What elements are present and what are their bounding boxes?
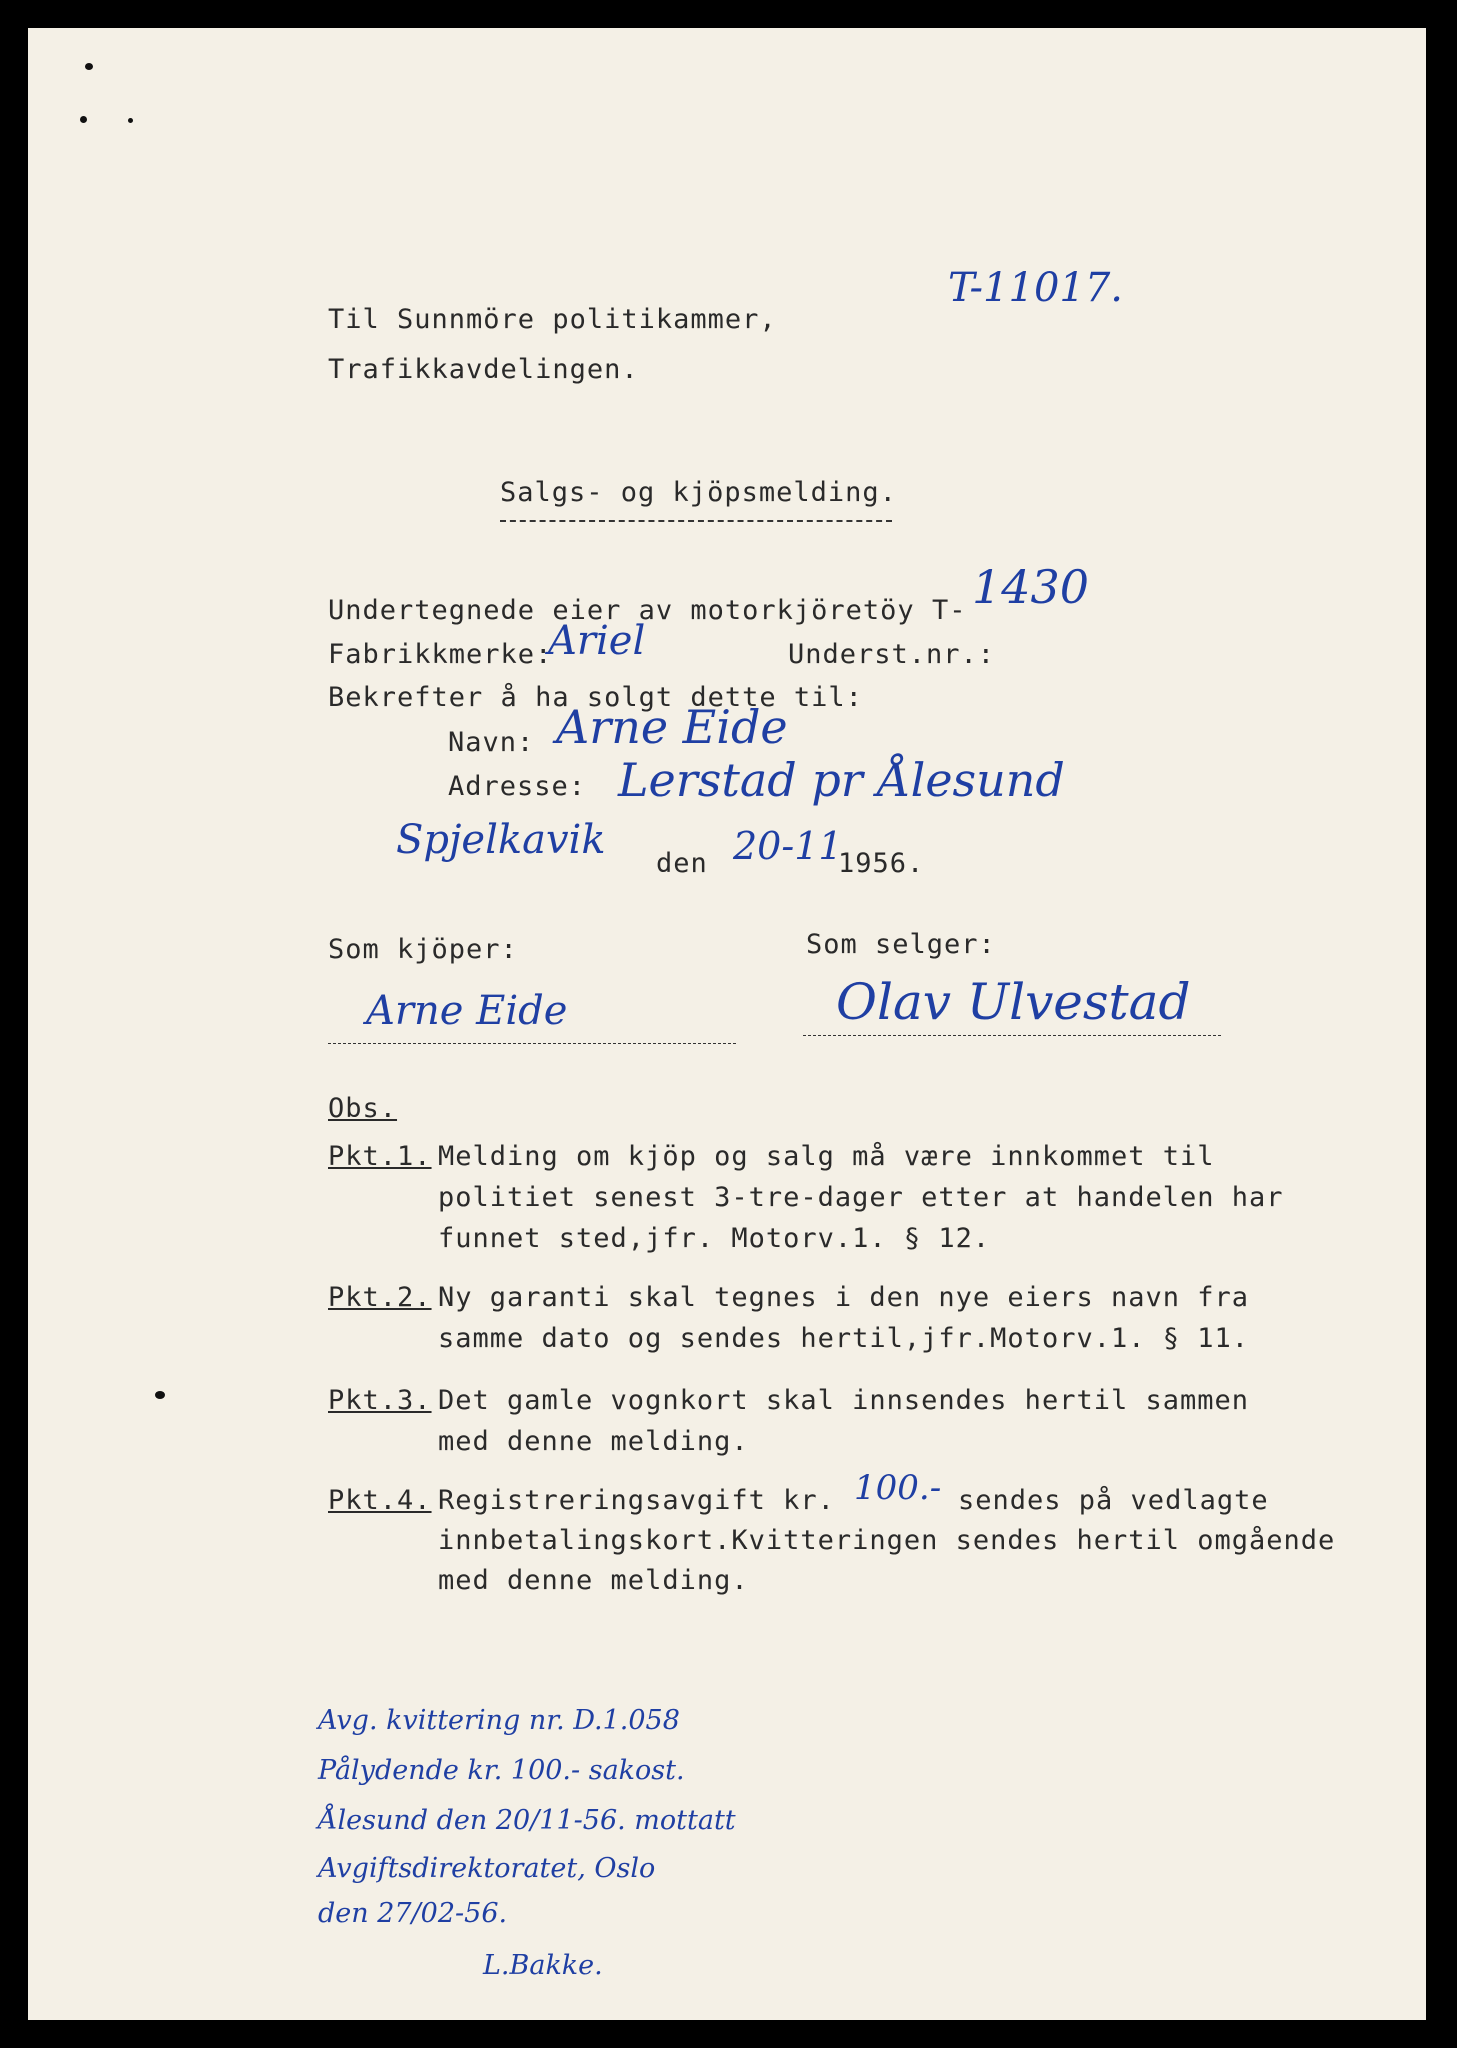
point-4-label: Pkt.4.: [328, 1485, 432, 1516]
document-page: [28, 28, 1426, 2020]
point-1-line-2: politiet senest 3-tre-dager etter at handelen har: [438, 1182, 1284, 1213]
reference-number: T-11017.: [948, 265, 1123, 311]
address-value: Lerstad pr Ålesund: [618, 753, 1065, 807]
name-value: Arne Eide: [556, 700, 788, 754]
handwritten-note-1: Avg. kvittering nr. D.1.058: [318, 1705, 680, 1736]
point-1-line-1: Melding om kjöp og salg må være innkommet til: [438, 1141, 1215, 1172]
point-3-line-2: med denne melding.: [438, 1426, 749, 1457]
seller-signature-line: [803, 1035, 1221, 1036]
point-4-line-1-after: sendes på vedlagte: [958, 1485, 1269, 1516]
point-1-line-3: funnet sted,jfr. Motorv.1. § 12.: [438, 1223, 991, 1254]
date-label: den: [656, 848, 708, 879]
handwritten-note-4: Avgiftsdirektoratet, Oslo: [318, 1853, 656, 1884]
handwritten-note-5: den 27/02-56.: [318, 1898, 508, 1929]
seller-label: Som selger:: [806, 929, 996, 960]
brand-value: Ariel: [548, 618, 646, 664]
staple-mark: [128, 118, 133, 123]
vehicle-number: 1430: [972, 560, 1090, 614]
point-4-line-1-before: Registreringsavgift kr.: [438, 1485, 835, 1516]
staple-mark: [155, 1391, 165, 1399]
point-2-line-2: samme dato og sendes hertil,jfr.Motorv.1. § 11.: [438, 1323, 1250, 1354]
title-underline: [500, 520, 892, 522]
point-2-label: Pkt.2.: [328, 1282, 432, 1313]
buyer-label: Som kjöper:: [328, 934, 518, 965]
buyer-signature-line: [328, 1043, 736, 1044]
point-3-label: Pkt.3.: [328, 1385, 432, 1416]
point-4-fee: 100.-: [854, 1468, 942, 1508]
point-1-label: Pkt.1.: [328, 1141, 432, 1172]
point-2-line-1: Ny garanti skal tegnes i den nye eiers navn fra: [438, 1282, 1250, 1313]
owner-line: Undertegnede eier av motorkjöretöy T-: [328, 595, 967, 626]
staple-mark: [80, 116, 87, 123]
sold-to-line: Bekrefter å ha solgt dette til:: [328, 682, 863, 713]
date-value: 20-11: [733, 824, 843, 868]
addressee-line-2: Trafikkavdelingen.: [328, 354, 639, 385]
buyer-signature: Arne Eide: [366, 988, 568, 1034]
point-3-line-1: Det gamle vognkort skal innsendes hertil sammen: [438, 1385, 1250, 1416]
seller-signature: Olav Ulvestad: [836, 973, 1191, 1031]
staple-mark: [85, 63, 93, 70]
handwritten-note-signature: L.Bakke.: [483, 1950, 603, 1981]
handwritten-note-2: Pålydende kr. 100.- sakost.: [318, 1755, 685, 1786]
page-title: Salgs- og kjöpsmelding.: [500, 477, 897, 508]
address-label: Adresse:: [448, 771, 587, 802]
year-value: 1956.: [838, 848, 925, 879]
chassis-label: Underst.nr.:: [788, 639, 996, 670]
place-value: Spjelkavik: [396, 817, 606, 863]
point-4-line-2: innbetalingskort.Kvitteringen sendes hertil omgående: [438, 1525, 1336, 1556]
obs-label: Obs.: [328, 1093, 398, 1124]
addressee-line-1: Til Sunnmöre politikammer,: [328, 304, 777, 335]
handwritten-note-3: Ålesund den 20/11-56. mottatt: [318, 1805, 736, 1836]
point-4-line-3: med denne melding.: [438, 1565, 749, 1596]
brand-label: Fabrikkmerke:: [328, 639, 553, 670]
name-label: Navn:: [448, 727, 535, 758]
